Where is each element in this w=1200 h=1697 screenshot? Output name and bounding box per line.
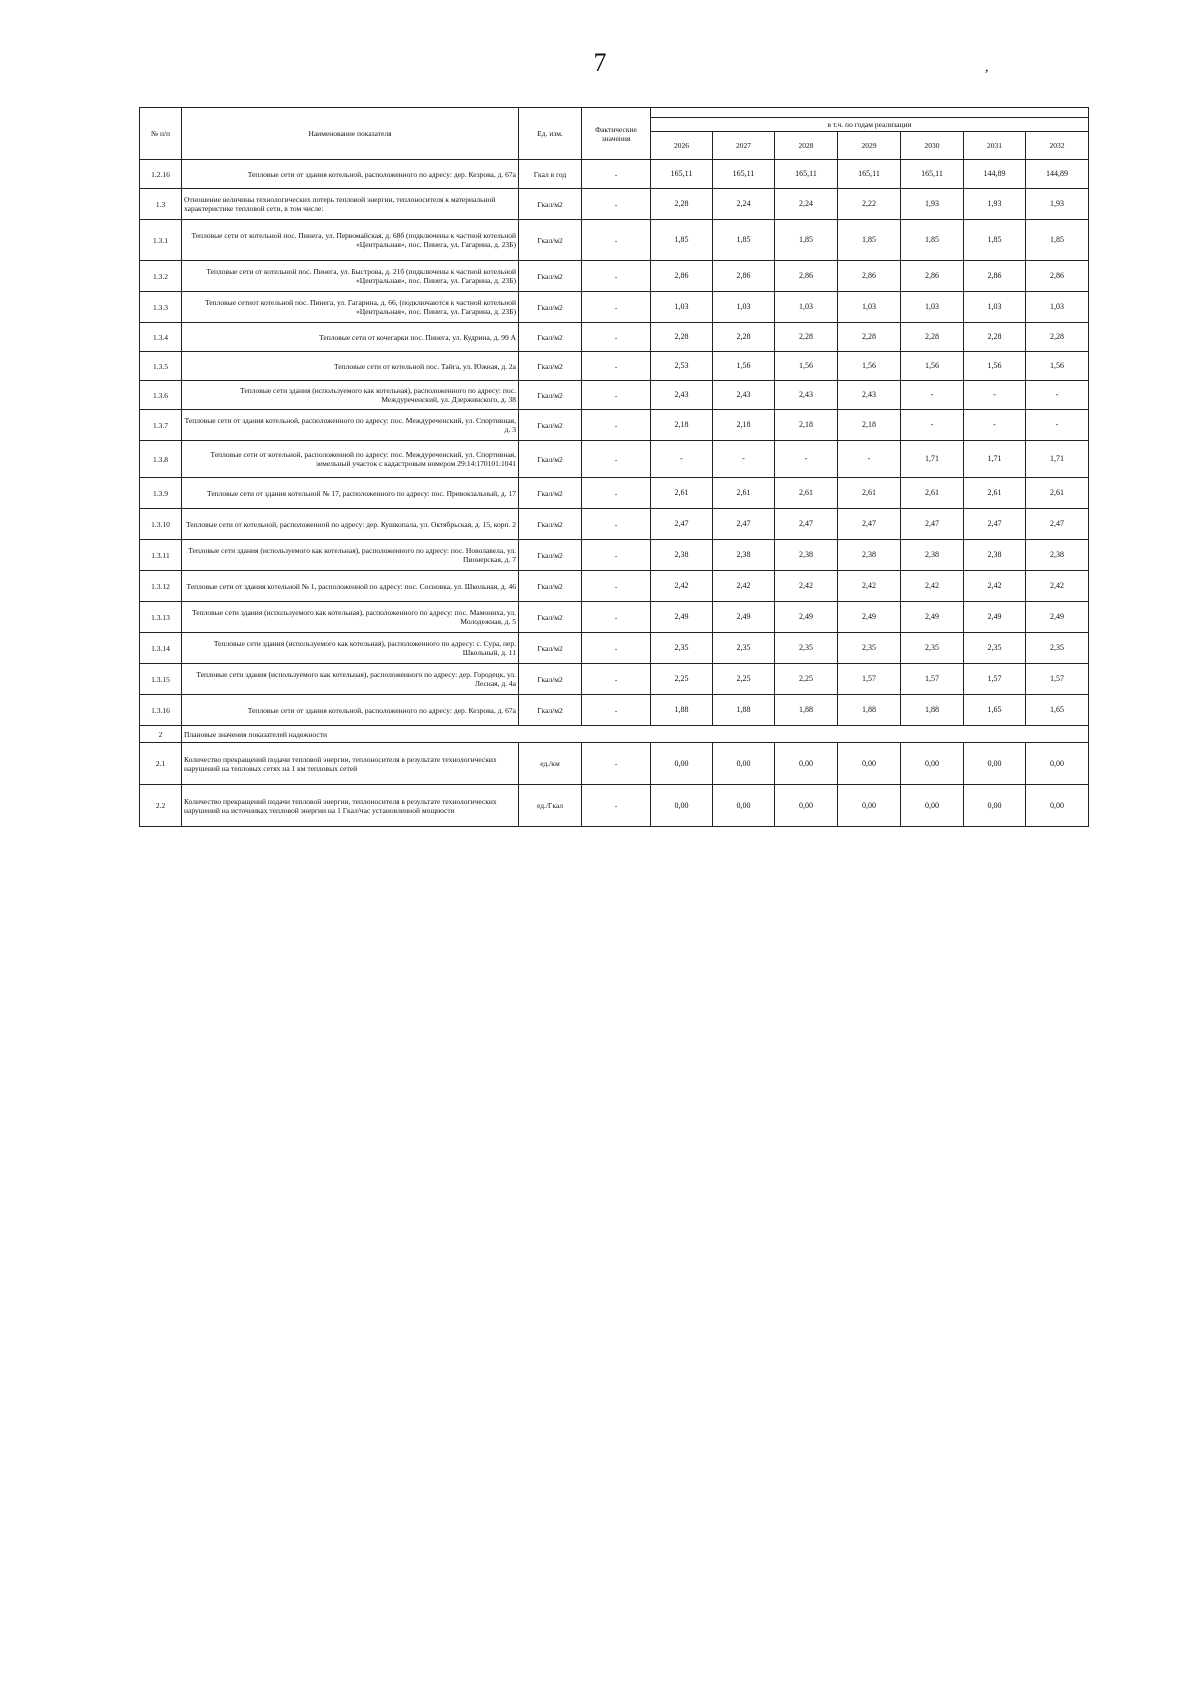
row-name: Отношение величины технологических потерь тепловой энергии, теплоносителя к материальной характеристике тепловой сети, в том числе: [182, 189, 519, 220]
row-fact: - [582, 478, 651, 509]
indicators-table [139, 107, 1089, 827]
row-value: 2,61 [1026, 478, 1089, 509]
row-value: 2,22 [838, 189, 901, 220]
row-value: 1,85 [838, 220, 901, 261]
row-value: 1,56 [713, 352, 775, 381]
header-year: 2031 [964, 132, 1026, 160]
row-value: 2,86 [964, 261, 1026, 292]
row-name: Тепловые сети от здания котельной, расположенного по адресу: дер. Кезрова, д. 67а [182, 695, 519, 726]
row-value: 2,28 [651, 189, 713, 220]
row-unit: Гкал/м2 [519, 220, 582, 261]
row-name: Тепловые сети от котельной пос. Пинега, ул. Быстрова, д. 21б (подключены к частной котельной «Центральная», пос. Пинега, ул. Гагарина, д. 23Б) [182, 261, 519, 292]
row-value: 2,47 [1026, 509, 1089, 540]
row-fact: - [582, 410, 651, 441]
row-value: 1,03 [713, 292, 775, 323]
row-fact: - [582, 540, 651, 571]
row-value: 2,35 [901, 633, 964, 664]
row-number: 2.2 [140, 785, 182, 827]
row-value: 165,11 [775, 160, 838, 189]
row-name: Тепловые сети от здания котельной № 17, расположенного по адресу: пос. Привокзальный, д. 17 [182, 478, 519, 509]
header-year: 2029 [838, 132, 901, 160]
row-value: 2,24 [775, 189, 838, 220]
row-number: 1.3.13 [140, 602, 182, 633]
row-value: 0,00 [775, 785, 838, 827]
row-value: 0,00 [964, 785, 1026, 827]
row-value: 1,93 [964, 189, 1026, 220]
row-value: 2,38 [651, 540, 713, 571]
row-number: 1.3.2 [140, 261, 182, 292]
row-value: 165,11 [651, 160, 713, 189]
row-name: Количество прекращений подачи тепловой энергии, теплоносителя в результате технологических нарушений на источниках тепловой энергии на 1 Гкал/час установленной мощности [182, 785, 519, 827]
row-unit: Гкал/м2 [519, 381, 582, 410]
page-number: 7 [593, 48, 607, 77]
row-value: 2,25 [775, 664, 838, 695]
row-number: 1.3.14 [140, 633, 182, 664]
table-row [140, 571, 1089, 602]
row-value: 1,03 [775, 292, 838, 323]
row-value: 1,57 [1026, 664, 1089, 695]
table-row [140, 695, 1089, 726]
row-unit: Гкал/м2 [519, 695, 582, 726]
row-value: 2,18 [713, 410, 775, 441]
row-fact: - [582, 160, 651, 189]
row-name: Тепловые сети здания (используемого как котельная), расположенного по адресу: с. Сура, пер. Школьный, д. 11 [182, 633, 519, 664]
table-row [140, 785, 1089, 827]
row-number: 1.3.5 [140, 352, 182, 381]
row-value: 1,88 [838, 695, 901, 726]
row-value: 2,43 [838, 381, 901, 410]
row-value: 2,86 [1026, 261, 1089, 292]
row-value: 2,35 [651, 633, 713, 664]
row-value: 165,11 [713, 160, 775, 189]
row-value: 1,03 [838, 292, 901, 323]
row-value: 2,47 [775, 509, 838, 540]
table-row [140, 633, 1089, 664]
table-row [140, 381, 1089, 410]
row-number: 1.3.16 [140, 695, 182, 726]
row-value: 2,28 [901, 323, 964, 352]
row-value: 1,71 [901, 441, 964, 478]
row-value: 1,03 [964, 292, 1026, 323]
row-fact: - [582, 352, 651, 381]
row-value: 2,49 [1026, 602, 1089, 633]
row-unit: Гкал/м2 [519, 441, 582, 478]
row-value: 1,88 [651, 695, 713, 726]
row-fact: - [582, 633, 651, 664]
row-value: 2,47 [651, 509, 713, 540]
row-value: 2,38 [838, 540, 901, 571]
row-fact: - [582, 189, 651, 220]
row-unit: Гкал/м2 [519, 189, 582, 220]
row-value: 1,56 [838, 352, 901, 381]
row-value: 2,61 [651, 478, 713, 509]
row-value: 2,49 [775, 602, 838, 633]
row-value: 2,42 [775, 571, 838, 602]
row-value: 0,00 [651, 743, 713, 785]
row-fact: - [582, 323, 651, 352]
row-value: 1,56 [964, 352, 1026, 381]
row-value: 0,00 [651, 785, 713, 827]
row-fact: - [582, 381, 651, 410]
row-value: 0,00 [713, 743, 775, 785]
row-value: - [775, 441, 838, 478]
row-name: Тепловые сетиот котельной пос. Пинега, ул. Гагарина, д. 66, (подключаются к частной котельной «Центральная», пос. Пинега, ул. Гагарина, д. 23Б) [182, 292, 519, 323]
row-number: 1.2.16 [140, 160, 182, 189]
row-value: 2,28 [838, 323, 901, 352]
row-fact: - [582, 664, 651, 695]
row-name: Тепловые сети от здания котельной, расположенного по адресу: пос. Междуреченский, ул. Спортивная, д. 3 [182, 410, 519, 441]
row-unit: Гкал/м2 [519, 352, 582, 381]
row-fact: - [582, 743, 651, 785]
table-row [140, 478, 1089, 509]
row-value: 2,61 [964, 478, 1026, 509]
row-value: 1,65 [964, 695, 1026, 726]
table-row [140, 602, 1089, 633]
row-value: 2,35 [713, 633, 775, 664]
row-value: - [838, 441, 901, 478]
row-value: 2,53 [651, 352, 713, 381]
row-number: 1.3.4 [140, 323, 182, 352]
row-unit: ед./Гкал [519, 785, 582, 827]
row-fact: - [582, 602, 651, 633]
row-value: 2,86 [713, 261, 775, 292]
row-value: 2,38 [713, 540, 775, 571]
header-year: 2032 [1026, 132, 1089, 160]
row-name: Количество прекращений подачи тепловой энергии, теплоносителя в результате технологических нарушений на тепловых сетях на 1 км тепловых сетей [182, 743, 519, 785]
row-value: 0,00 [901, 743, 964, 785]
row-name: Тепловые сети от кочегарки пос. Пинега, ул. Кудрина, д. 99 А [182, 323, 519, 352]
header-name: Наименование показателя [182, 108, 519, 160]
row-value: 1,03 [1026, 292, 1089, 323]
row-unit: Гкал/м2 [519, 602, 582, 633]
row-value: 2,42 [651, 571, 713, 602]
row-value: 1,56 [901, 352, 964, 381]
row-number: 1.3.11 [140, 540, 182, 571]
row-value: 2,25 [651, 664, 713, 695]
row-value: 1,85 [964, 220, 1026, 261]
row-value: 2,47 [713, 509, 775, 540]
header-year: 2027 [713, 132, 775, 160]
table-row [140, 189, 1089, 220]
row-name: Тепловые сети от котельной пос. Тайга, ул. Южная, д. 2а [182, 352, 519, 381]
row-value: 1,57 [838, 664, 901, 695]
row-value: 2,86 [775, 261, 838, 292]
row-value: 1,85 [775, 220, 838, 261]
row-value: - [964, 381, 1026, 410]
row-value: 2,28 [713, 323, 775, 352]
row-value: 0,00 [713, 785, 775, 827]
row-value: 2,24 [713, 189, 775, 220]
row-value: 0,00 [1026, 785, 1089, 827]
row-fact: - [582, 220, 651, 261]
row-value: 1,56 [775, 352, 838, 381]
row-value: 2,28 [964, 323, 1026, 352]
section-title: Плановые значения показателей надежности [182, 726, 1089, 743]
row-number: 1.3.7 [140, 410, 182, 441]
row-value: 2,42 [713, 571, 775, 602]
row-value: 0,00 [901, 785, 964, 827]
row-value: 2,49 [901, 602, 964, 633]
row-value: 1,85 [713, 220, 775, 261]
row-number: 2.1 [140, 743, 182, 785]
row-unit: Гкал/м2 [519, 571, 582, 602]
table-row [140, 441, 1089, 478]
header-unit: Ед. изм. [519, 108, 582, 160]
row-value: - [713, 441, 775, 478]
row-value: 2,47 [901, 509, 964, 540]
row-value: 2,38 [1026, 540, 1089, 571]
table-row [140, 509, 1089, 540]
row-value: - [901, 410, 964, 441]
row-value: 144,89 [1026, 160, 1089, 189]
row-number: 1.3.15 [140, 664, 182, 695]
table-row [140, 743, 1089, 785]
header-year: 2030 [901, 132, 964, 160]
header-fact: Фактические значения [582, 108, 651, 160]
row-value: 1,71 [1026, 441, 1089, 478]
row-unit: ед./км [519, 743, 582, 785]
row-value: 165,11 [901, 160, 964, 189]
row-value: 2,42 [964, 571, 1026, 602]
row-unit: Гкал/м2 [519, 633, 582, 664]
row-value: 2,38 [901, 540, 964, 571]
row-unit: Гкал/м2 [519, 478, 582, 509]
row-value: 0,00 [775, 743, 838, 785]
row-value: 2,42 [1026, 571, 1089, 602]
row-value: 1,57 [901, 664, 964, 695]
row-name: Тепловые сети здания (используемого как котельная), расположенного по адресу: пос. Мамониха, ул. Молодежная, д. 5 [182, 602, 519, 633]
row-unit: Гкал/м2 [519, 509, 582, 540]
row-value: 1,03 [651, 292, 713, 323]
row-value: 2,49 [651, 602, 713, 633]
row-value: 165,11 [838, 160, 901, 189]
row-value: 2,61 [838, 478, 901, 509]
row-value: 1,85 [651, 220, 713, 261]
row-value: 0,00 [964, 743, 1026, 785]
section-row [140, 726, 1089, 743]
row-value: 1,65 [1026, 695, 1089, 726]
row-value: 2,43 [775, 381, 838, 410]
header-top-strip [140, 108, 1089, 118]
row-value: 2,35 [964, 633, 1026, 664]
row-value: 1,88 [901, 695, 964, 726]
row-number: 1.3.10 [140, 509, 182, 540]
row-name: Тепловые сети от котельной, расположенной по адресу: пос. Междуреченский, ул. Спортивная, земельный участок с кадастровым номером 29:14:170101:1041 [182, 441, 519, 478]
row-value: 2,49 [713, 602, 775, 633]
row-value: - [901, 381, 964, 410]
row-name: Тепловые сети от здания котельной, расположенного по адресу: дер. Кезрова, д. 67а [182, 160, 519, 189]
row-unit: Гкал/м2 [519, 292, 582, 323]
row-unit: Гкал/м2 [519, 664, 582, 695]
row-value: - [964, 410, 1026, 441]
row-value: 1,93 [1026, 189, 1089, 220]
row-value: 1,88 [775, 695, 838, 726]
row-value: 1,88 [713, 695, 775, 726]
table-row [140, 261, 1089, 292]
row-value: 0,00 [838, 743, 901, 785]
row-fact: - [582, 441, 651, 478]
row-value: 2,25 [713, 664, 775, 695]
header-year: 2028 [775, 132, 838, 160]
page-mark: , [985, 60, 989, 75]
header-years-group: в т.ч. по годам реализации [651, 118, 1089, 132]
row-value: 1,85 [901, 220, 964, 261]
header-num: № п/п [140, 108, 182, 160]
row-value: - [1026, 381, 1089, 410]
row-value: 2,86 [901, 261, 964, 292]
row-value: - [1026, 410, 1089, 441]
row-number: 1.3 [140, 189, 182, 220]
row-value: 2,18 [651, 410, 713, 441]
row-value: 2,42 [838, 571, 901, 602]
row-fact: - [582, 571, 651, 602]
row-value: 2,86 [651, 261, 713, 292]
row-value: 2,47 [838, 509, 901, 540]
row-value: 2,43 [713, 381, 775, 410]
row-fact: - [582, 509, 651, 540]
row-value: 2,49 [964, 602, 1026, 633]
row-value: 2,35 [775, 633, 838, 664]
row-value: 144,89 [964, 160, 1026, 189]
section-number: 2 [140, 726, 182, 743]
row-value: 0,00 [838, 785, 901, 827]
row-value: 2,28 [775, 323, 838, 352]
row-value: 2,28 [651, 323, 713, 352]
row-value: 2,43 [651, 381, 713, 410]
row-value: 2,47 [964, 509, 1026, 540]
row-value: 2,18 [838, 410, 901, 441]
row-name: Тепловые сети здания (используемого как котельная), расположенного по адресу: пос. Новолавела, ул. Пионерская, д. 7 [182, 540, 519, 571]
row-name: Тепловые сети от котельной, расположенной по адресу: дер. Кушкопала, ул. Октябрьская, д. 15, корп. 2 [182, 509, 519, 540]
row-number: 1.3.9 [140, 478, 182, 509]
row-value: 1,85 [1026, 220, 1089, 261]
row-value: 2,61 [901, 478, 964, 509]
row-unit: Гкал/м2 [519, 540, 582, 571]
header-year: 2026 [651, 132, 713, 160]
row-value: 1,56 [1026, 352, 1089, 381]
row-value: 2,61 [713, 478, 775, 509]
row-name: Тепловые сети от котельной пос. Пинега, ул. Первомайская, д. 68б (подключены к частной котельной «Центральная», пос. Пинега, ул. Гагарина, д. 23Б) [182, 220, 519, 261]
row-value: 2,42 [901, 571, 964, 602]
row-name: Тепловые сети здания (используемого как котельная), расположенного по адресу: дер. Городецк, ул. Лесная, д. 4а [182, 664, 519, 695]
table-row [140, 410, 1089, 441]
row-unit: Гкал/м2 [519, 410, 582, 441]
row-unit: Гкал/м2 [519, 261, 582, 292]
table-row [140, 540, 1089, 571]
row-fact: - [582, 785, 651, 827]
row-number: 1.3.6 [140, 381, 182, 410]
row-value: 1,57 [964, 664, 1026, 695]
header-strip [651, 108, 1089, 118]
row-value: 2,49 [838, 602, 901, 633]
row-value: 2,18 [775, 410, 838, 441]
row-value: 1,03 [901, 292, 964, 323]
row-number: 1.3.8 [140, 441, 182, 478]
table-row [140, 220, 1089, 261]
row-value: 2,86 [838, 261, 901, 292]
row-value: - [651, 441, 713, 478]
row-fact: - [582, 695, 651, 726]
row-value: 2,61 [775, 478, 838, 509]
row-unit: Гкал/м2 [519, 323, 582, 352]
row-value: 2,35 [1026, 633, 1089, 664]
row-unit: Гкал в год [519, 160, 582, 189]
table-row [140, 352, 1089, 381]
row-fact: - [582, 292, 651, 323]
row-name: Тепловые сети здания (используемого как котельная), расположенного по адресу: пос. Междуреченский, ул. Дзержинского, д. 38 [182, 381, 519, 410]
row-number: 1.3.1 [140, 220, 182, 261]
row-name: Тепловые сети от здания котельной № 1, расположенной по адресу: пос. Сосновка, ул. Школьная, д. 46 [182, 571, 519, 602]
row-value: 2,28 [1026, 323, 1089, 352]
table-row [140, 323, 1089, 352]
row-number: 1.3.3 [140, 292, 182, 323]
table-row [140, 160, 1089, 189]
row-number: 1.3.12 [140, 571, 182, 602]
row-fact: - [582, 261, 651, 292]
table-row [140, 664, 1089, 695]
row-value: 2,38 [775, 540, 838, 571]
table-row [140, 292, 1089, 323]
row-value: 0,00 [1026, 743, 1089, 785]
row-value: 2,38 [964, 540, 1026, 571]
row-value: 1,71 [964, 441, 1026, 478]
row-value: 1,93 [901, 189, 964, 220]
row-value: 2,35 [838, 633, 901, 664]
